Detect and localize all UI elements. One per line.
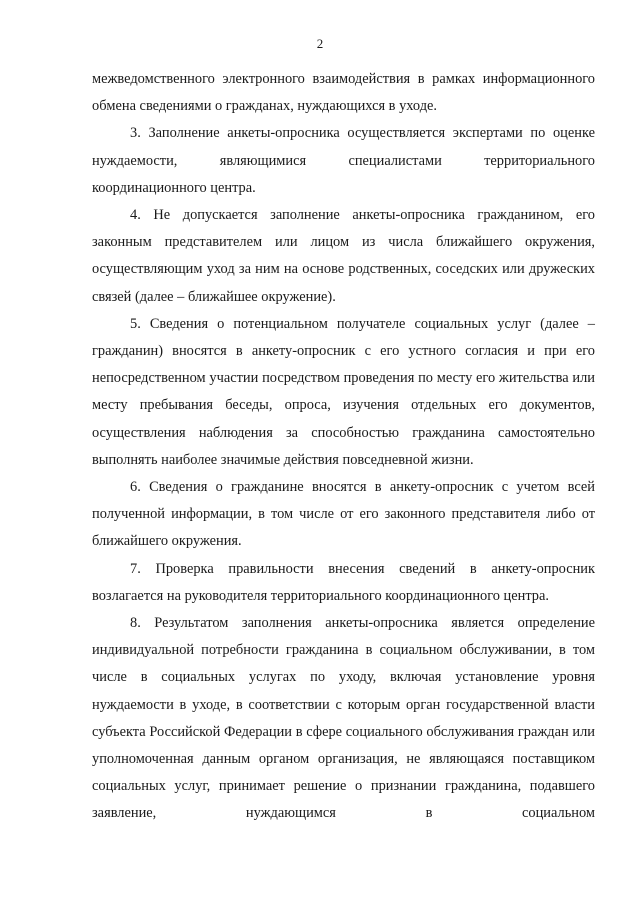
paragraph-item-6: 6. Сведения о гражданине вносятся в анкету-опросник с учетом всей полученной информации, в том числе от его законного представителя либо от ближайшего окружения.	[92, 479, 595, 550]
paragraph-item-4: 4. Не допускается заполнение анкеты-опросника гражданином, его законным представителем или лицом из числа ближайшего окружения, осуществляющим уход за ним на основе родственных, соседских или дружеских связей (далее – ближайшее окружение).	[92, 207, 595, 305]
paragraph-item-5: 5. Сведения о потенциальном получателе социальных услуг (далее – гражданин) вносятся в анкету-опросник с его устного согласия и при его непосредственном участии посредством проведения по месту его жительства или месту пребывания беседы, опроса, изучения отдельных его документов, осуществления наблюдения за способностью гражданина самостоятельно выполнять наиболее значимые действия повседневной жизни.	[92, 315, 595, 468]
paragraph-continuation: межведомственного электронного взаимодействия в рамках информационного обмена сведениями о гражданах, нуждающихся в уходе.	[92, 71, 595, 115]
paragraph-item-7: 7. Проверка правильности внесения сведений в анкету-опросник возлагается на руководителя территориального координационного центра.	[92, 560, 595, 604]
paragraph-item-8: 8. Результатом заполнения анкеты-опросника является определение индивидуальной потребности гражданина в социальном обслуживании, в том числе в социальных услугах по уходу, включая установление уровня нуждаемости в уходе, в соответствии с которым орган государственной власти субъекта Российской Федерации в сфере социального обслуживания граждан или уполномоченная данным органом организация, не являющаяся поставщиком социальных услуг, принимает решение о признании гражданина, подавшего заявление, нуждающимся в социальном	[92, 615, 595, 822]
paragraph-item-3: 3. Заполнение анкеты-опросника осуществляется экспертами по оценке нуждаемости, являющимися специалистами территориального координационного центра.	[92, 125, 595, 196]
document-body	[92, 66, 595, 828]
page-number: 2	[316, 36, 324, 51]
